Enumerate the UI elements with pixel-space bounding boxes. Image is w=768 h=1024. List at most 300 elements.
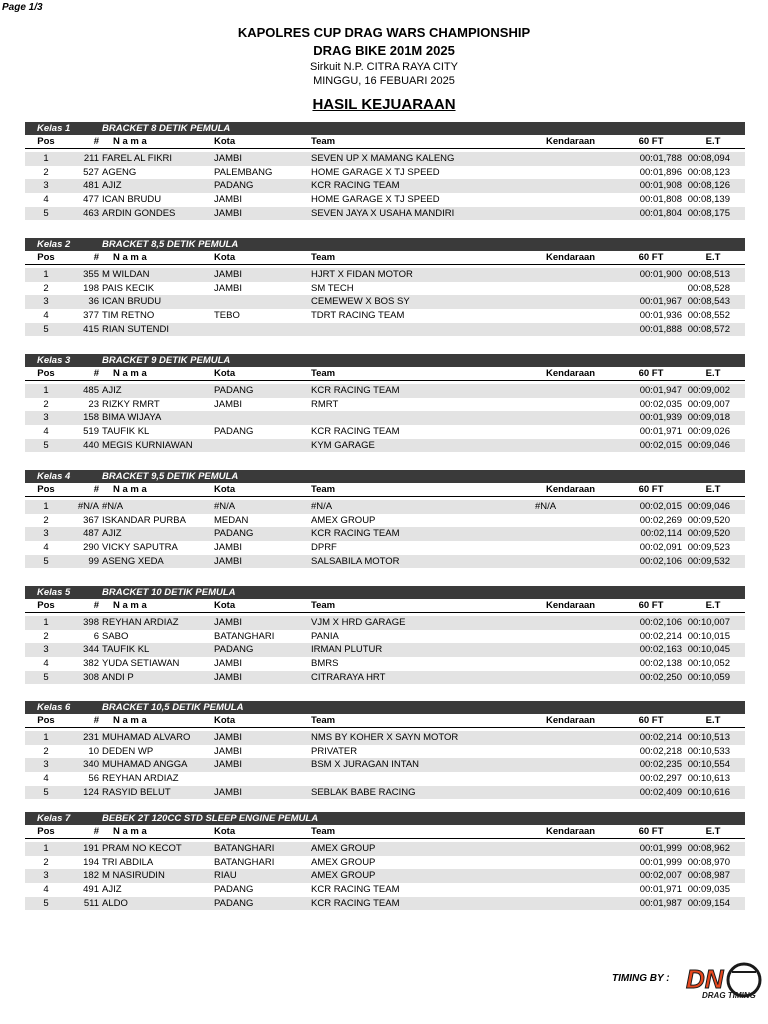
position-cell: 5 [43, 323, 49, 335]
class-title: BEBEK 2T 120CC STD SLEEP ENGINE PEMULA [102, 813, 319, 824]
sixty-ft-cell: 00:01,804 [639, 207, 682, 219]
name-cell: AJIZ [102, 385, 122, 396]
position-cell: 3 [43, 870, 49, 882]
city-cell: JAMBI [214, 555, 242, 567]
name-cell: ARDIN GONDES [102, 207, 176, 219]
table-row [25, 616, 745, 630]
team-header: Team [311, 368, 336, 379]
et-cell: 00:10,513 [687, 732, 730, 743]
et-cell: 00:08,962 [687, 843, 730, 854]
team-cell: TDRT RACING TEAM [311, 310, 405, 322]
table-row [25, 323, 745, 337]
position-cell: 4 [43, 884, 49, 896]
name-cell: REYHAN ARDIAZ [102, 617, 179, 628]
city-cell: JAMBI [214, 617, 242, 628]
number-cell: 6 [93, 630, 99, 642]
sixty-ft-cell: 00:01,971 [639, 884, 682, 896]
city-cell: TEBO [214, 310, 240, 322]
number-cell: 519 [83, 426, 99, 438]
position-cell: 3 [43, 180, 49, 192]
name-cell: RASYID BELUT [102, 786, 171, 798]
sixty-ft-cell: 00:02,015 [639, 501, 682, 512]
class-number: Kelas 2 [37, 239, 71, 250]
number-cell: 56 [88, 773, 99, 785]
number-cell: 198 [83, 282, 99, 294]
team-cell: KCR RACING TEAM [311, 180, 400, 192]
class-title: BRACKET 10 DETIK PEMULA [102, 587, 236, 598]
name-cell: TAUFIK KL [102, 644, 150, 656]
team-cell: KCR RACING TEAM [311, 385, 400, 396]
et-cell: 00:10,007 [687, 617, 730, 628]
et-cell: 00:09,018 [687, 412, 730, 424]
svg-text:DN: DN [686, 964, 724, 994]
sixty-ft-header: 60 FT [638, 600, 664, 611]
name-cell: MUHAMAD ALVARO [102, 732, 191, 743]
city-cell: JAMBI [214, 207, 242, 219]
sixty-ft-cell: 00:01,999 [639, 843, 682, 854]
table-row [25, 193, 745, 207]
city-header: Kota [214, 826, 236, 837]
number-header: # [93, 826, 99, 837]
sixty-ft-cell: 00:02,007 [639, 870, 682, 882]
position-cell: 2 [43, 745, 49, 757]
et-header: E.T [705, 368, 721, 379]
number-cell: #N/A [77, 501, 99, 512]
table-row [25, 897, 745, 911]
position-cell: 4 [43, 310, 49, 322]
sixty-ft-cell: 00:02,138 [639, 658, 682, 670]
team-cell: HOME GARAGE X TJ SPEED [311, 194, 440, 206]
number-cell: 194 [83, 856, 99, 868]
sixty-ft-header: 60 FT [638, 252, 664, 263]
name-cell: FAREL AL FIKRI [102, 153, 173, 164]
table-row [25, 179, 745, 193]
class-number: Kelas 3 [37, 355, 71, 366]
number-cell: 36 [88, 296, 99, 308]
name-cell: TIM RETNO [102, 310, 155, 322]
class-band [25, 122, 745, 135]
column-header-row [25, 599, 745, 613]
name-header: N a m a [113, 715, 147, 726]
name-cell: ANDI P [102, 671, 134, 683]
team-cell: SALSABILA MOTOR [311, 555, 400, 567]
number-header: # [93, 136, 99, 147]
number-cell: 377 [83, 310, 99, 322]
number-header: # [93, 600, 99, 611]
name-header: N a m a [113, 484, 147, 495]
position-cell: 5 [43, 786, 49, 798]
name-cell: ASENG XEDA [102, 555, 164, 567]
class-section [25, 354, 745, 452]
table-row [25, 869, 745, 883]
sixty-ft-cell: 00:02,409 [639, 786, 682, 798]
number-cell: 481 [83, 180, 99, 192]
city-cell: PADANG [214, 897, 254, 909]
class-number: Kelas 4 [37, 471, 71, 482]
sixty-ft-cell: 00:02,015 [639, 439, 682, 451]
team-cell: PANIA [311, 630, 339, 642]
sixty-ft-cell: 00:02,106 [639, 555, 682, 567]
team-cell: KCR RACING TEAM [311, 426, 400, 438]
number-header: # [93, 715, 99, 726]
position-cell: 3 [43, 759, 49, 771]
name-cell: VICKY SAPUTRA [102, 542, 178, 554]
et-cell: 00:09,532 [687, 555, 730, 567]
table-row [25, 671, 745, 685]
city-header: Kota [214, 484, 236, 495]
team-cell: VJM X HRD GARAGE [311, 617, 406, 628]
number-cell: 440 [83, 439, 99, 451]
table-row [25, 745, 745, 759]
position-cell: 4 [43, 542, 49, 554]
pos-header: Pos [37, 136, 55, 147]
position-cell: 5 [43, 671, 49, 683]
table-row [25, 500, 745, 514]
vehicle-header: Kendaraan [546, 136, 596, 147]
number-cell: 382 [83, 658, 99, 670]
vehicle-header: Kendaraan [546, 826, 596, 837]
class-band [25, 586, 745, 599]
vehicle-header: Kendaraan [546, 715, 596, 726]
number-cell: 211 [83, 153, 99, 164]
table-row [25, 411, 745, 425]
et-cell: 00:08,126 [687, 180, 730, 192]
sixty-ft-cell: 00:02,218 [639, 745, 682, 757]
sixty-ft-cell: 00:01,967 [639, 296, 682, 308]
team-header: Team [311, 136, 336, 147]
et-cell: 00:10,554 [687, 759, 730, 771]
results-table-body [25, 616, 745, 684]
page-number: Page 1/3 [2, 2, 43, 13]
city-cell: JAMBI [214, 194, 242, 206]
number-cell: 10 [88, 745, 99, 757]
sixty-ft-cell: 00:01,999 [639, 856, 682, 868]
et-cell: 00:08,987 [687, 870, 730, 882]
number-cell: 158 [83, 412, 99, 424]
et-cell: 00:08,528 [687, 282, 730, 294]
sixty-ft-cell: 00:02,214 [639, 732, 682, 743]
table-row [25, 758, 745, 772]
et-cell: 00:08,139 [687, 194, 730, 206]
class-title: BRACKET 9,5 DETIK PEMULA [102, 471, 239, 482]
class-section [25, 470, 745, 568]
vehicle-header: Kendaraan [546, 600, 596, 611]
event-title: KAPOLRES CUP DRAG WARS CHAMPIONSHIP [237, 25, 531, 40]
sixty-ft-cell: 00:02,214 [639, 630, 682, 642]
city-cell: JAMBI [214, 745, 242, 757]
team-cell: CITRARAYA HRT [311, 671, 386, 683]
city-cell: BATANGHARI [214, 843, 275, 854]
team-cell: SM TECH [311, 282, 354, 294]
name-cell: #N/A [102, 501, 124, 512]
sixty-ft-cell: 00:02,091 [639, 542, 682, 554]
class-number: Kelas 7 [37, 813, 71, 824]
class-section [25, 238, 745, 336]
table-row [25, 425, 745, 439]
name-cell: MUHAMAD ANGGA [102, 759, 188, 771]
number-cell: 231 [83, 732, 99, 743]
timing-label: TIMING BY : [612, 973, 670, 984]
pos-header: Pos [37, 368, 55, 379]
et-cell: 00:09,154 [687, 897, 730, 909]
city-cell: PADANG [214, 884, 254, 896]
et-cell: 00:08,572 [687, 323, 730, 335]
sixty-ft-cell: 00:01,987 [639, 897, 682, 909]
position-cell: 1 [43, 843, 49, 854]
name-header: N a m a [113, 252, 147, 263]
name-cell: DEDEN WP [102, 745, 154, 757]
team-cell: AMEX GROUP [311, 870, 376, 882]
table-row [25, 630, 745, 644]
number-cell: 485 [83, 385, 99, 396]
position-cell: 1 [43, 732, 49, 743]
city-cell: PADANG [214, 385, 254, 396]
table-row [25, 772, 745, 786]
et-cell: 00:09,007 [687, 398, 730, 410]
team-cell: DPRF [311, 542, 337, 554]
pos-header: Pos [37, 252, 55, 263]
column-header-row [25, 825, 745, 839]
position-cell: 4 [43, 773, 49, 785]
position-cell: 5 [43, 439, 49, 451]
pos-header: Pos [37, 484, 55, 495]
et-header: E.T [705, 484, 721, 495]
et-cell: 00:09,026 [687, 426, 730, 438]
column-header-row [25, 251, 745, 265]
table-row [25, 309, 745, 323]
name-cell: PAIS KECIK [102, 282, 155, 294]
name-header: N a m a [113, 136, 147, 147]
team-header: Team [311, 600, 336, 611]
team-header: Team [311, 715, 336, 726]
city-cell: JAMBI [214, 658, 242, 670]
column-header-row [25, 483, 745, 497]
number-cell: 463 [83, 207, 99, 219]
name-cell: AJIZ [102, 180, 122, 192]
team-cell: HJRT X FIDAN MOTOR [311, 269, 413, 280]
position-cell: 5 [43, 207, 49, 219]
et-header: E.T [705, 826, 721, 837]
class-section [25, 812, 745, 910]
results-table-body [25, 500, 745, 568]
sixty-ft-cell: 00:02,114 [640, 528, 682, 540]
city-cell: RIAU [214, 870, 237, 882]
class-title: BRACKET 8,5 DETIK PEMULA [102, 239, 239, 250]
results-table-body [25, 152, 745, 220]
et-cell: 00:08,123 [687, 166, 730, 178]
team-cell: SEBLAK BABE RACING [311, 786, 416, 798]
et-cell: 00:09,523 [687, 542, 730, 554]
class-band [25, 354, 745, 367]
number-cell: 355 [83, 269, 99, 280]
table-row [25, 856, 745, 870]
table-row [25, 657, 745, 671]
sixty-ft-header: 60 FT [638, 826, 664, 837]
et-cell: 00:10,015 [687, 630, 730, 642]
number-cell: 344 [83, 644, 99, 656]
event-subtitle: DRAG BIKE 201M 2025 [313, 43, 455, 58]
class-title: BRACKET 10,5 DETIK PEMULA [102, 702, 244, 713]
city-cell: PADANG [214, 644, 254, 656]
name-cell: TRI ABDILA [102, 856, 154, 868]
et-cell: 00:10,616 [687, 786, 730, 798]
class-number: Kelas 5 [37, 587, 71, 598]
position-cell: 5 [43, 555, 49, 567]
team-cell: KCR RACING TEAM [311, 897, 400, 909]
class-band [25, 701, 745, 714]
city-cell: JAMBI [214, 759, 242, 771]
event-venue: Sirkuit N.P. CITRA RAYA CITY [310, 61, 458, 73]
class-number: Kelas 6 [37, 702, 71, 713]
city-header: Kota [214, 252, 236, 263]
et-header: E.T [705, 136, 721, 147]
sixty-ft-header: 60 FT [638, 715, 664, 726]
class-title: BRACKET 8 DETIK PEMULA [102, 123, 231, 134]
name-cell: ALDO [102, 897, 128, 909]
results-heading: HASIL KEJUARAAN [312, 96, 456, 113]
class-band [25, 470, 745, 483]
position-cell: 4 [43, 194, 49, 206]
number-header: # [93, 252, 99, 263]
name-cell: AJIZ [102, 528, 122, 540]
number-cell: 191 [83, 843, 99, 854]
city-cell: BATANGHARI [214, 630, 275, 642]
table-row [25, 514, 745, 528]
table-row [25, 786, 745, 800]
number-cell: 398 [83, 617, 99, 628]
et-cell: 00:09,002 [687, 385, 730, 396]
team-cell: KCR RACING TEAM [311, 884, 400, 896]
sixty-ft-cell: 00:01,896 [639, 166, 682, 178]
pos-header: Pos [37, 826, 55, 837]
city-header: Kota [214, 715, 236, 726]
vehicle-cell: #N/A [535, 501, 557, 512]
city-cell: PADANG [214, 180, 254, 192]
et-cell: 00:08,970 [687, 856, 730, 868]
name-cell: MEGIS KURNIAWAN [102, 439, 193, 451]
name-cell: AGENG [102, 166, 137, 178]
sixty-ft-cell: 00:01,888 [639, 323, 682, 335]
name-cell: AJIZ [102, 884, 122, 896]
team-cell: KCR RACING TEAM [311, 528, 400, 540]
table-row [25, 166, 745, 180]
et-cell: 00:09,520 [687, 528, 730, 540]
results-table-body [25, 268, 745, 336]
sixty-ft-cell: 00:02,163 [639, 644, 682, 656]
sixty-ft-cell: 00:01,908 [639, 180, 682, 192]
city-header: Kota [214, 136, 236, 147]
pos-header: Pos [37, 600, 55, 611]
table-row [25, 268, 745, 282]
position-cell: 2 [43, 398, 49, 410]
sixty-ft-cell: 00:01,808 [639, 194, 682, 206]
class-band [25, 238, 745, 251]
position-cell: 2 [43, 630, 49, 642]
position-cell: 3 [43, 296, 49, 308]
vehicle-header: Kendaraan [546, 368, 596, 379]
sixty-ft-cell: 00:02,297 [639, 773, 682, 785]
table-row [25, 643, 745, 657]
name-cell: SABO [102, 630, 129, 642]
team-cell: HOME GARAGE X TJ SPEED [311, 166, 440, 178]
sixty-ft-header: 60 FT [638, 136, 664, 147]
et-header: E.T [705, 715, 721, 726]
et-cell: 00:10,533 [687, 745, 730, 757]
position-cell: 1 [43, 385, 49, 396]
city-header: Kota [214, 368, 236, 379]
et-header: E.T [705, 252, 721, 263]
city-cell: JAMBI [214, 786, 242, 798]
table-row [25, 883, 745, 897]
city-cell: BATANGHARI [214, 856, 275, 868]
city-cell: JAMBI [214, 153, 242, 164]
city-cell: JAMBI [214, 542, 242, 554]
et-cell: 00:08,094 [687, 153, 730, 164]
table-row [25, 439, 745, 453]
et-cell: 00:10,052 [687, 658, 730, 670]
sixty-ft-cell: 00:01,788 [639, 153, 682, 164]
city-cell: JAMBI [214, 282, 242, 294]
number-cell: 23 [88, 398, 99, 410]
sixty-ft-cell: 00:01,947 [639, 385, 682, 396]
table-row [25, 555, 745, 569]
position-cell: 4 [43, 658, 49, 670]
position-cell: 3 [43, 528, 49, 540]
name-cell: BIMA WIJAYA [102, 412, 162, 424]
name-cell: YUDA SETIAWAN [102, 658, 180, 670]
number-cell: 367 [83, 514, 99, 526]
et-cell: 00:09,520 [687, 514, 730, 526]
et-cell: 00:10,045 [687, 644, 730, 656]
column-header-row [25, 714, 745, 728]
team-cell: RMRT [311, 398, 339, 410]
table-row [25, 295, 745, 309]
results-table-body [25, 384, 745, 452]
city-cell: JAMBI [214, 671, 242, 683]
dn-drag-timing-logo [682, 960, 766, 1002]
position-cell: 1 [43, 617, 49, 628]
team-cell: PRIVATER [311, 745, 358, 757]
position-cell: 2 [43, 856, 49, 868]
number-cell: 340 [83, 759, 99, 771]
et-cell: 00:09,046 [687, 439, 730, 451]
name-cell: RIZKY RMRT [102, 398, 160, 410]
class-section [25, 586, 745, 684]
vehicle-header: Kendaraan [546, 252, 596, 263]
city-cell: JAMBI [214, 398, 242, 410]
results-table-body [25, 842, 745, 910]
et-cell: 00:10,059 [687, 671, 730, 683]
table-row [25, 384, 745, 398]
city-header: Kota [214, 600, 236, 611]
number-header: # [93, 368, 99, 379]
table-row [25, 731, 745, 745]
name-cell: ICAN BRUDU [102, 194, 162, 206]
name-cell: REYHAN ARDIAZ [102, 773, 179, 785]
et-cell: 00:10,613 [687, 773, 730, 785]
name-cell: PRAM NO KECOT [102, 843, 182, 854]
number-cell: 511 [83, 897, 99, 909]
position-cell: 4 [43, 426, 49, 438]
class-band [25, 812, 745, 825]
sixty-ft-cell: 00:02,035 [639, 398, 682, 410]
class-number: Kelas 1 [37, 123, 71, 134]
table-row [25, 842, 745, 856]
et-cell: 00:08,543 [687, 296, 730, 308]
team-cell: CEMEWEW X BOS SY [311, 296, 410, 308]
position-cell: 2 [43, 514, 49, 526]
name-cell: TAUFIK KL [102, 426, 150, 438]
